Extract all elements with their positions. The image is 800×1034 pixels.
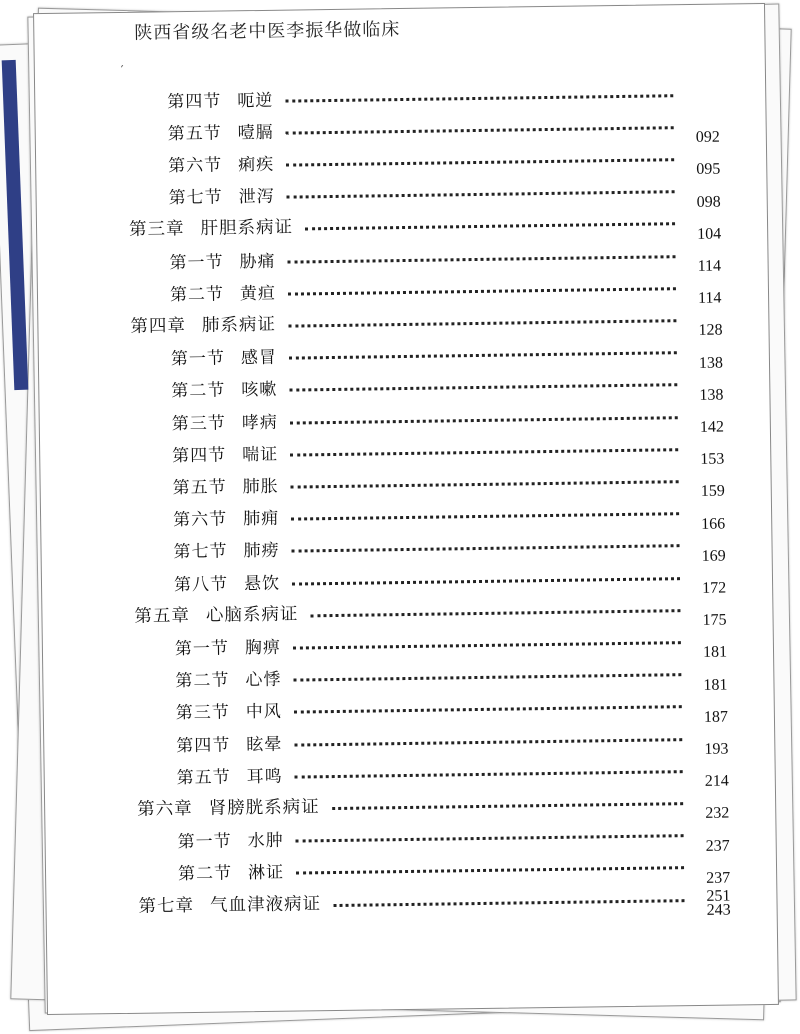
- page-number: 181: [703, 676, 728, 694]
- dot-leader: [286, 126, 674, 134]
- section-number: 第二节: [175, 670, 230, 692]
- dot-leader: [286, 158, 674, 166]
- dot-leader: [285, 94, 673, 102]
- section-title: 肺胀: [242, 476, 279, 498]
- page-mark: ′: [120, 62, 124, 77]
- dot-leader: [310, 609, 680, 617]
- toc-section-row: [171, 369, 691, 402]
- chapter-number: 第七章: [138, 895, 195, 917]
- section-number: 第五节: [172, 477, 227, 499]
- chapter-number: 第五章: [134, 605, 191, 627]
- toc-page: [33, 3, 779, 1015]
- toc-section-row: [167, 79, 687, 112]
- section-number: 第三节: [175, 702, 230, 724]
- dot-leader: [288, 255, 676, 263]
- dot-leader: [288, 287, 676, 295]
- page-number: 142: [699, 418, 725, 436]
- dot-leader: [292, 544, 680, 552]
- section-number: 第一节: [177, 831, 232, 853]
- section-number: 第七节: [173, 541, 228, 563]
- section-number: 第四节: [167, 91, 222, 112]
- section-title: 泄泻: [238, 186, 275, 208]
- section-title: 胁痛: [239, 251, 276, 272]
- toc-section-row: [178, 852, 698, 885]
- toc-section-row: [173, 498, 693, 531]
- section-title: 水肿: [247, 830, 284, 852]
- dot-leader: [292, 577, 680, 585]
- section-number: 第三节: [171, 413, 226, 434]
- page-number: 181: [702, 643, 728, 662]
- dot-leader: [296, 834, 684, 842]
- page-number: 175: [702, 611, 727, 630]
- toc-section-row: [176, 691, 696, 724]
- toc-section-row: [169, 240, 689, 273]
- running-header: 陕西省级名老中医李振华做临床: [134, 19, 401, 44]
- section-number: 第七节: [168, 187, 223, 209]
- section-title: 胸痹: [244, 637, 282, 659]
- dot-leader: [294, 705, 682, 713]
- dot-leader: [294, 738, 682, 746]
- section-title: 咳嗽: [241, 380, 278, 401]
- dot-leader: [296, 866, 684, 874]
- page-number: 193: [704, 740, 729, 758]
- page-number: 104: [697, 225, 722, 243]
- section-title: 耳鸣: [246, 766, 283, 787]
- chapter-title: 肾膀胱系病证: [208, 797, 320, 819]
- dot-leader: [295, 770, 683, 778]
- section-title: 悬饮: [243, 573, 281, 594]
- toc-chapter-row: [138, 884, 698, 918]
- toc-section-row: [172, 401, 692, 434]
- section-title: 眩晕: [246, 734, 283, 755]
- dot-leader: [288, 319, 677, 327]
- section-title: 肺痈: [242, 508, 280, 530]
- page-number: 153: [700, 450, 725, 469]
- section-title: 心悸: [245, 669, 282, 691]
- section-title: 痢疾: [238, 154, 275, 176]
- toc-chapter-row: [137, 787, 697, 821]
- chapter-title: 心脑系病证: [205, 604, 299, 626]
- section-title: 淋证: [247, 863, 285, 884]
- page-number: 237: [705, 837, 730, 855]
- page-number: 214: [704, 772, 729, 791]
- section-number: 第五节: [167, 123, 222, 144]
- page-number: 169: [701, 547, 726, 565]
- dot-leader: [289, 383, 677, 391]
- dot-leader: [289, 351, 677, 359]
- dot-leader: [305, 223, 675, 231]
- chapter-title: 气血津液病证: [209, 893, 322, 916]
- page-number: 232: [705, 804, 730, 823]
- dot-leader: [293, 673, 681, 681]
- toc-section-row: [175, 659, 695, 692]
- dot-leader: [290, 416, 678, 424]
- section-number: 第二节: [171, 380, 226, 402]
- toc-section-row: [174, 562, 694, 595]
- section-title: 黄疸: [239, 283, 277, 304]
- page-number: 166: [701, 515, 726, 533]
- section-title: 哮病: [241, 412, 278, 433]
- dot-leader: [291, 480, 679, 488]
- toc-section-row: [177, 820, 697, 853]
- chapter-title: 肺系病证: [201, 314, 277, 336]
- chapter-number: 第三章: [128, 219, 185, 241]
- section-title: 噎膈: [237, 122, 274, 143]
- section-number: 第二节: [169, 284, 225, 305]
- page-number: 098: [696, 193, 721, 211]
- page-number: 138: [699, 386, 724, 404]
- page-number: 187: [703, 708, 729, 726]
- table-of-contents: [34, 4, 778, 1014]
- dot-leader: [287, 190, 675, 198]
- section-number: 第二节: [177, 863, 233, 885]
- page-number: 095: [696, 160, 721, 179]
- page-number: 243: [706, 901, 731, 919]
- section-title: 喘证: [242, 444, 279, 465]
- dot-leader: [332, 802, 684, 810]
- page-number: 138: [698, 354, 724, 372]
- dot-leader: [333, 899, 685, 907]
- section-number: 第一节: [174, 638, 230, 660]
- page-number: 172: [702, 579, 727, 597]
- chapter-title: 肝胆系病证: [200, 217, 294, 240]
- section-number: 第一节: [169, 252, 224, 273]
- toc-section-row: [173, 530, 693, 563]
- toc-section-row: [172, 433, 692, 466]
- page-number: 114: [697, 289, 722, 308]
- page-number: 237: [706, 869, 731, 887]
- toc-section-row: [168, 176, 688, 209]
- section-number: 第四节: [176, 734, 231, 756]
- section-title: 呃逆: [237, 90, 274, 111]
- toc-section-row: [175, 626, 695, 659]
- page-number: 159: [700, 482, 725, 501]
- page-number: 128: [698, 321, 723, 340]
- toc-section-row: [168, 111, 688, 144]
- chapter-number: 第四章: [130, 315, 187, 337]
- toc-section-row: [170, 272, 690, 305]
- dot-leader: [293, 641, 681, 649]
- toc-section-row: [176, 723, 696, 756]
- section-number: 第五节: [176, 767, 231, 788]
- toc-section-row: [172, 465, 692, 498]
- toc-chapter-row: [130, 304, 690, 338]
- section-number: 第六节: [168, 155, 223, 177]
- toc-chapter-row: [129, 208, 689, 242]
- toc-chapter-row: [134, 594, 694, 628]
- dot-leader: [290, 448, 678, 456]
- chapter-number: 第六章: [137, 798, 193, 820]
- dot-leader: [291, 512, 679, 520]
- page-number: 251: [706, 887, 731, 905]
- page-number: 092: [695, 128, 720, 147]
- toc-section-row: [171, 337, 691, 370]
- section-title: 中风: [245, 702, 282, 723]
- section-title: 感冒: [240, 347, 278, 369]
- section-title: 肺痨: [243, 541, 280, 562]
- section-number: 第四节: [172, 445, 227, 466]
- section-number: 第八节: [173, 573, 229, 595]
- toc-section-row: [168, 143, 688, 176]
- section-number: 第一节: [170, 348, 226, 370]
- section-number: 第六节: [172, 509, 228, 531]
- toc-section-row: [177, 755, 697, 788]
- page-number: 114: [697, 257, 722, 275]
